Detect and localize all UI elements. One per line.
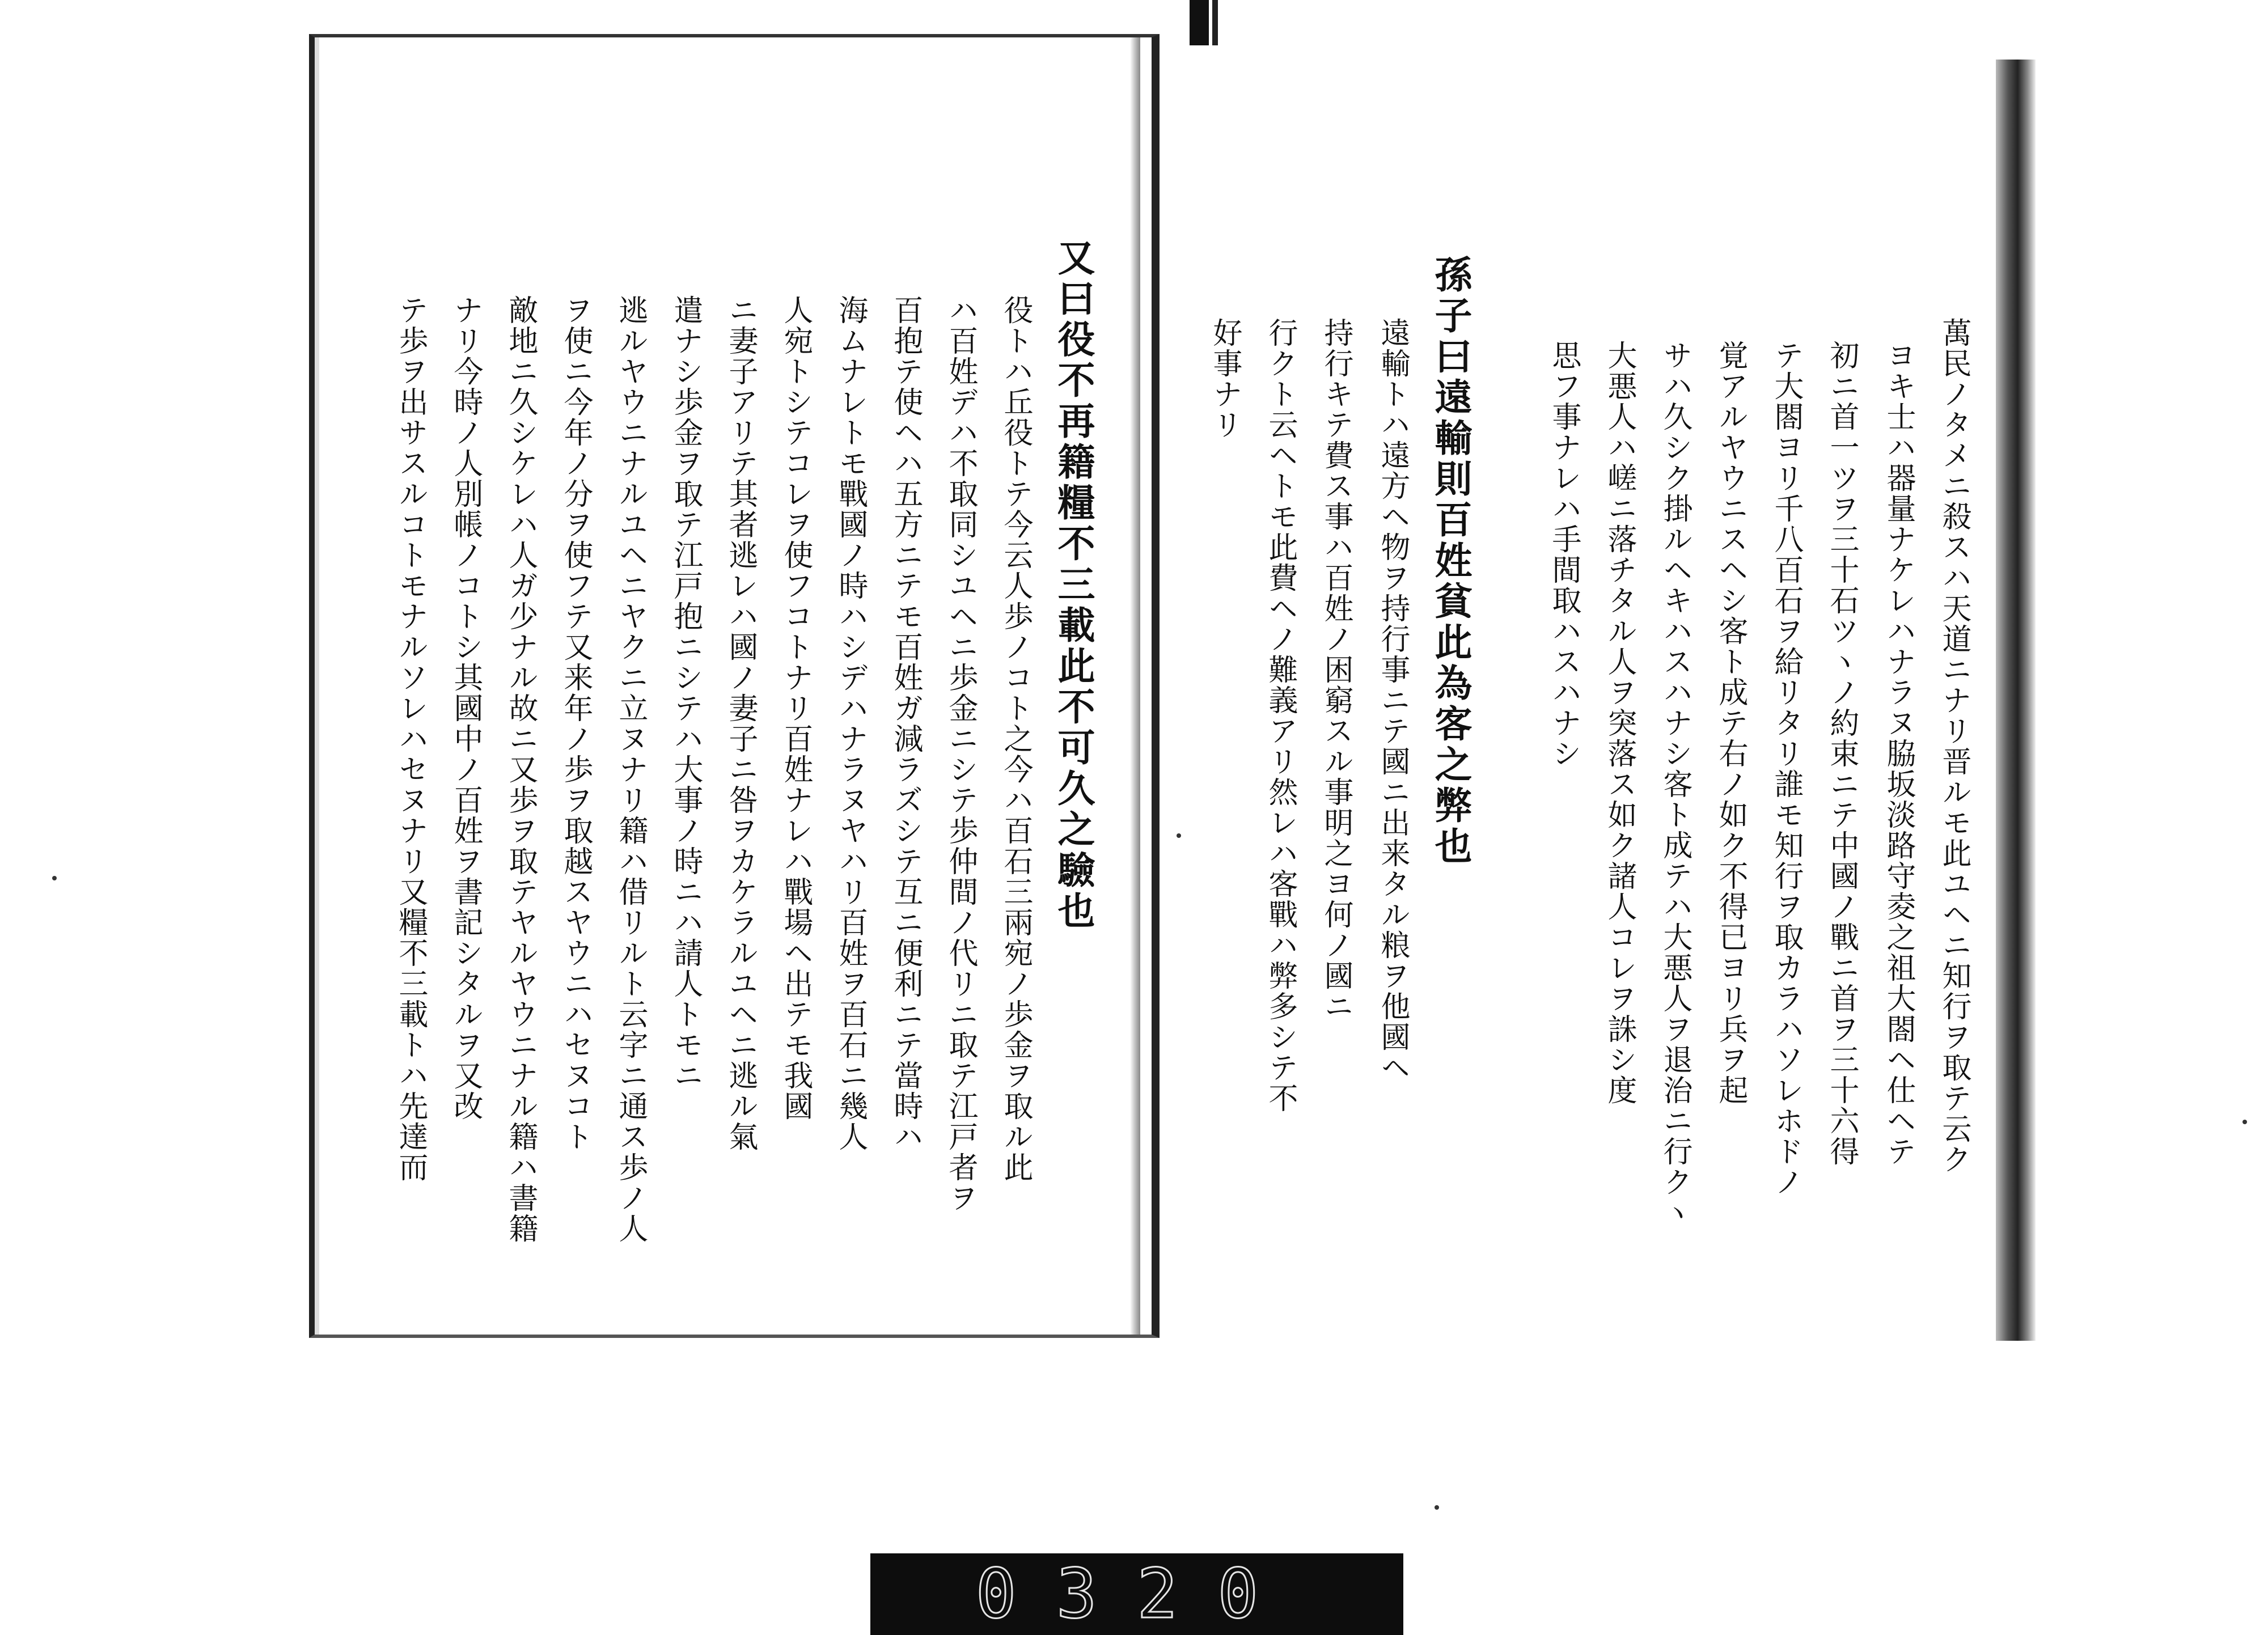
- left-heading: 又曰役不再籍糧不三載此不可久之驗也: [1051, 238, 1095, 932]
- left-col-8: 逃ルヤウニナルユヘニヤクニ立ヌナリ籍ハ借リルト云字ニ通ス歩ノ人: [613, 295, 648, 1244]
- scan-speck: [1435, 1505, 1439, 1510]
- left-col-11: ナリ今時ノ人別帳ノコトシ其國中ノ百姓ヲ書記シタルヲ又改: [448, 295, 483, 1121]
- right-col-2: ヨキ士ハ器量ナケレハナラヌ脇坂淡路守夌之祖大閤ヘ仕ヘテ: [1881, 340, 1915, 1167]
- scan-speck: [1177, 833, 1181, 838]
- right-col-6: サハ久シク掛ルヘキハスハナシ客ト成テハ大悪人ヲ退治ニ行クヽ: [1658, 340, 1692, 1228]
- page-number: 0320: [975, 1554, 1298, 1634]
- left-col-12: テ歩ヲ出サスルコトモナルソレハセヌナリ又糧不三載トハ先達而: [393, 295, 428, 1183]
- page-gutter-shadow: [1130, 37, 1140, 1335]
- page-number-stamp: [870, 1553, 1403, 1635]
- left-col-6: ニ妻子アリテ其者逃レハ國ノ妻子ニ咎ヲカケラルユヘニ逃ル氣: [723, 295, 758, 1152]
- right-col-7: 大悪人ハ嵯ニ落チタル人ヲ突落ス如ク諸人コレヲ誅シ度: [1602, 340, 1636, 1105]
- left-col-1: 役トハ丘役トテ今云人歩ノコト之今ハ百石三兩宛ノ歩金ヲ取ル此: [998, 295, 1033, 1183]
- left-col-5: 人宛トシテコレヲ使フコトナリ百姓ナレハ戰場ヘ出テモ我國: [778, 295, 813, 1121]
- left-col-3: 百抱テ使ヘハ五方ニテモ百姓ガ減ラズシテ互ニ便利ニテ當時ハ: [888, 295, 923, 1152]
- scan-speck: [2242, 1120, 2247, 1124]
- right-col-9: 遠輸トハ遠方ヘ物ヲ持行事ニテ國ニ出来タル粮ヲ他國ヘ: [1376, 317, 1410, 1083]
- left-col-10: 敵地ニ久シケレハ人ガ少ナル故ニ又歩ヲ取テヤルヤウニナル籍ハ書籍: [503, 295, 538, 1244]
- left-col-9: ヲ使ニ今年ノ分ヲ使フテ又来年ノ歩ヲ取越スヤウニハセヌコト: [558, 295, 593, 1152]
- left-col-2: ハ百姓デハ不取同シユヘニ歩金ニシテ歩仲間ノ代リニ取テ江戸者ヲ: [943, 295, 978, 1213]
- right-heading: 孫子曰遠輸則百姓貧此為客之弊也: [1428, 255, 1472, 867]
- right-col-12: 好事ナリ: [1208, 317, 1242, 440]
- scan-speck: [52, 876, 57, 880]
- right-col-1: 萬民ノタメニ殺スハ天道ニナリ晋ルモ此ユヘニ知行ヲ取テ云ク: [1937, 317, 1971, 1175]
- right-col-3: 初ニ首一ツヲ三十石ツヽノ約束ニテ中國ノ戰ニ首ヲ三十六得: [1825, 340, 1859, 1167]
- right-col-4: テ大閤ヨリ千八百石ヲ給リタリ誰モ知行ヲ取カラハソレホドノ: [1769, 340, 1803, 1197]
- book-binding: [1190, 0, 1209, 45]
- right-page-edge: [1996, 60, 2036, 1341]
- left-col-4: 海ムナレトモ戰國ノ時ハシデハナラヌヤハリ百姓ヲ百石ニ幾人: [833, 295, 868, 1152]
- right-col-11: 行クト云ヘトモ此費ヘノ難義アリ然レハ客戰ハ弊多シテ不: [1263, 317, 1297, 1113]
- right-col-10: 持行キテ費ス事ハ百姓ノ困窮スル事明之ヨ何ノ國ニ: [1319, 317, 1353, 1022]
- right-col-8: 思フ事ナレハ手間取ハスハナシ: [1547, 340, 1581, 769]
- left-col-7: 遣ナシ歩金ヲ取テ江戸抱ニシテハ大事ノ時ニハ請人トモニ: [668, 295, 703, 1091]
- right-col-5: 覚アルヤウニスヘシ客ト成テ右ノ如ク不得已ヨリ兵ヲ起: [1713, 340, 1747, 1105]
